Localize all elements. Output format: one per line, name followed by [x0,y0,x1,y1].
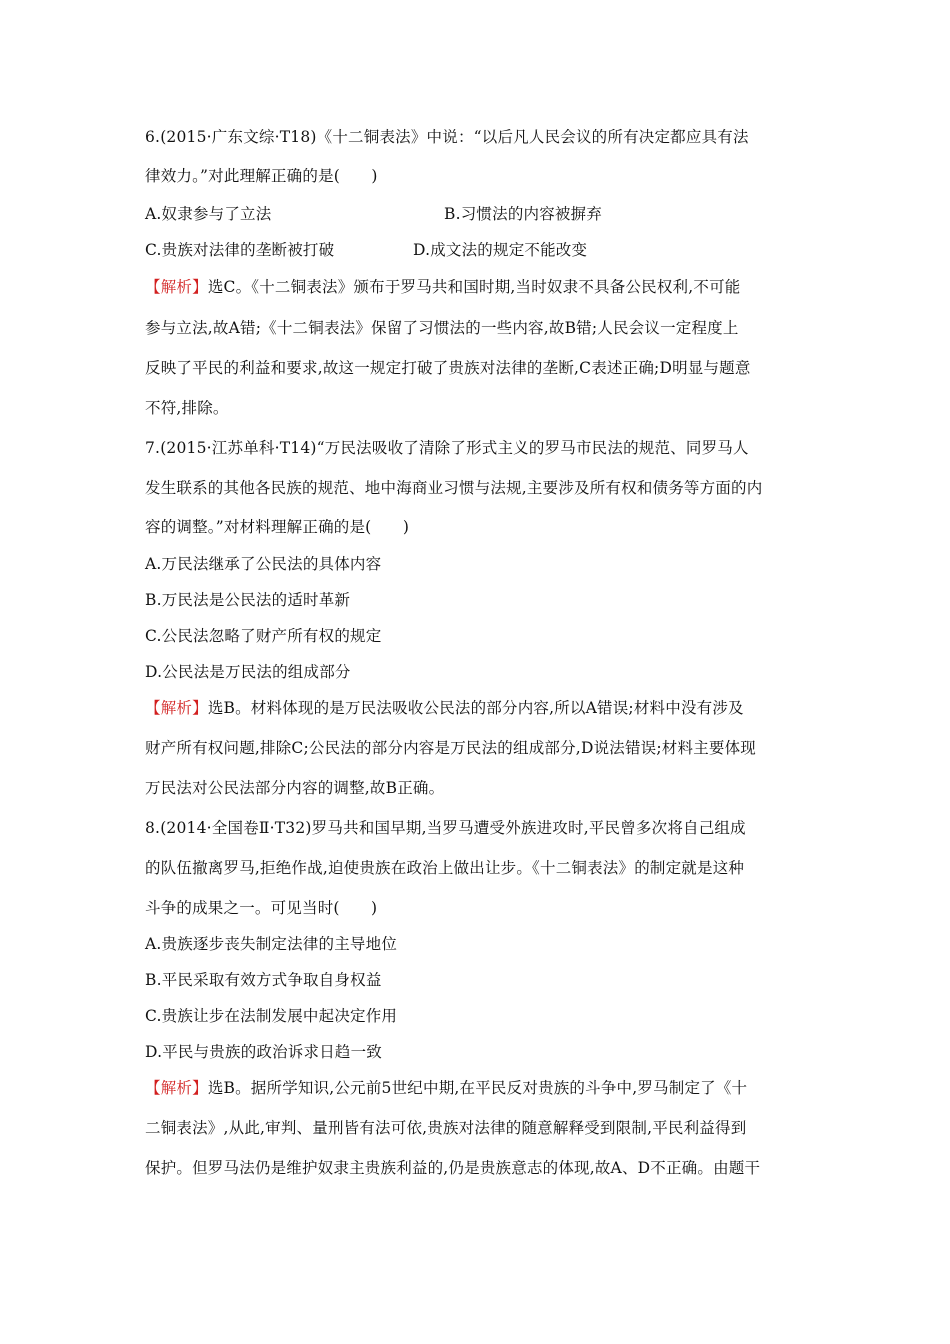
q7-stem-line-1: 7.(2015·江苏单科·T14)“万民法吸收了清除了形式主义的罗马市民法的规范、同罗马人 [145,439,749,457]
q8-stem-line-2: 的队伍撤离罗马,拒绝作战,迫使贵族在政治上做出让步。《十二铜表法》的制定就是这种 [145,859,745,877]
q6-option-b: B.习惯法的内容被摒弃 [444,205,603,223]
q7-analysis-line-2: 财产所有权问题,排除C;公民法的部分内容是万民法的组成部分,D说法错误;材料主要体现 [145,739,756,757]
q8-stem-line-1: 8.(2014·全国卷Ⅱ·T32)罗马共和国早期,当罗马遭受外族进攻时,平民曾多次将自己组成 [145,819,746,837]
q7-stem-line-2: 发生联系的其他各民族的规范、地中海商业习惯与法规,主要涉及所有权和债务等方面的内 [145,479,763,497]
q8-option-c: C.贵族让步在法制发展中起决定作用 [145,1007,398,1025]
q6-stem-line-2: 律效力。”对此理解正确的是( ) [145,167,378,185]
q7-analysis-tag: 【解析】 [145,699,208,717]
q8-option-a: A.贵族逐步丧失制定法律的主导地位 [145,935,398,953]
q8-analysis-tag: 【解析】 [145,1079,208,1097]
q8-option-d: D.平民与贵族的政治诉求日趋一致 [145,1043,383,1061]
q8-analysis-line-2: 二铜表法》,从此,审判、量刑皆有法可依,贵族对法律的随意解释受到限制,平民利益得到 [145,1119,747,1137]
q8-stem-line-3: 斗争的成果之一。可见当时( ) [145,899,378,917]
q7-option-b: B.万民法是公民法的适时革新 [145,591,351,609]
q6-option-c: C.贵族对法律的垄断被打破 [145,241,335,259]
q8-analysis-line-1 [145,1078,747,1098]
q6-analysis-line-1 [145,277,740,297]
q6-analysis-line-3: 反映了平民的利益和要求,故这一规定打破了贵族对法律的垄断,C表述正确;D明显与题意 [145,359,751,377]
q6-analysis-tag: 【解析】 [145,278,208,296]
q7-option-d: D.公民法是万民法的组成部分 [145,663,351,681]
q6-stem-line-1: 6.(2015·广东文综·T18)《十二铜表法》中说：“以后凡人民会议的所有决定都应具有法 [145,128,749,146]
q8-option-b: B.平民采取有效方式争取自身权益 [145,971,382,989]
q6-analysis-line-4: 不符,排除。 [145,399,229,417]
q7-option-c: C.公民法忽略了财产所有权的规定 [145,627,382,645]
q6-option-a: A.奴隶参与了立法 [145,205,272,223]
q7-option-a: A.万民法继承了公民法的具体内容 [145,555,382,573]
q7-analysis-line-1 [145,698,744,718]
q8-analysis-text-1: 选B。据所学知识,公元前5世纪中期,在平民反对贵族的斗争中,罗马制定了《十 [207,1079,748,1097]
q7-stem-line-3: 容的调整。”对材料理解正确的是( ) [145,518,410,536]
q6-analysis-text-1: 选C。《十二铜表法》颁布于罗马共和国时期,当时奴隶不具备公民权利,不可能 [207,278,741,296]
q7-analysis-text-1: 选B。材料体现的是万民法吸收公民法的部分内容,所以A错误;材料中没有涉及 [207,699,744,717]
q6-analysis-line-2: 参与立法,故A错;《十二铜表法》保留了习惯法的一些内容,故B错;人民会议一定程度上 [145,319,739,337]
q6-option-d: D.成文法的规定不能改变 [413,241,588,259]
q8-analysis-line-3: 保护。但罗马法仍是维护奴隶主贵族利益的,仍是贵族意志的体现,故A、D不正确。由题干 [145,1159,761,1177]
q7-analysis-line-3: 万民法对公民法部分内容的调整,故B正确。 [145,779,445,797]
